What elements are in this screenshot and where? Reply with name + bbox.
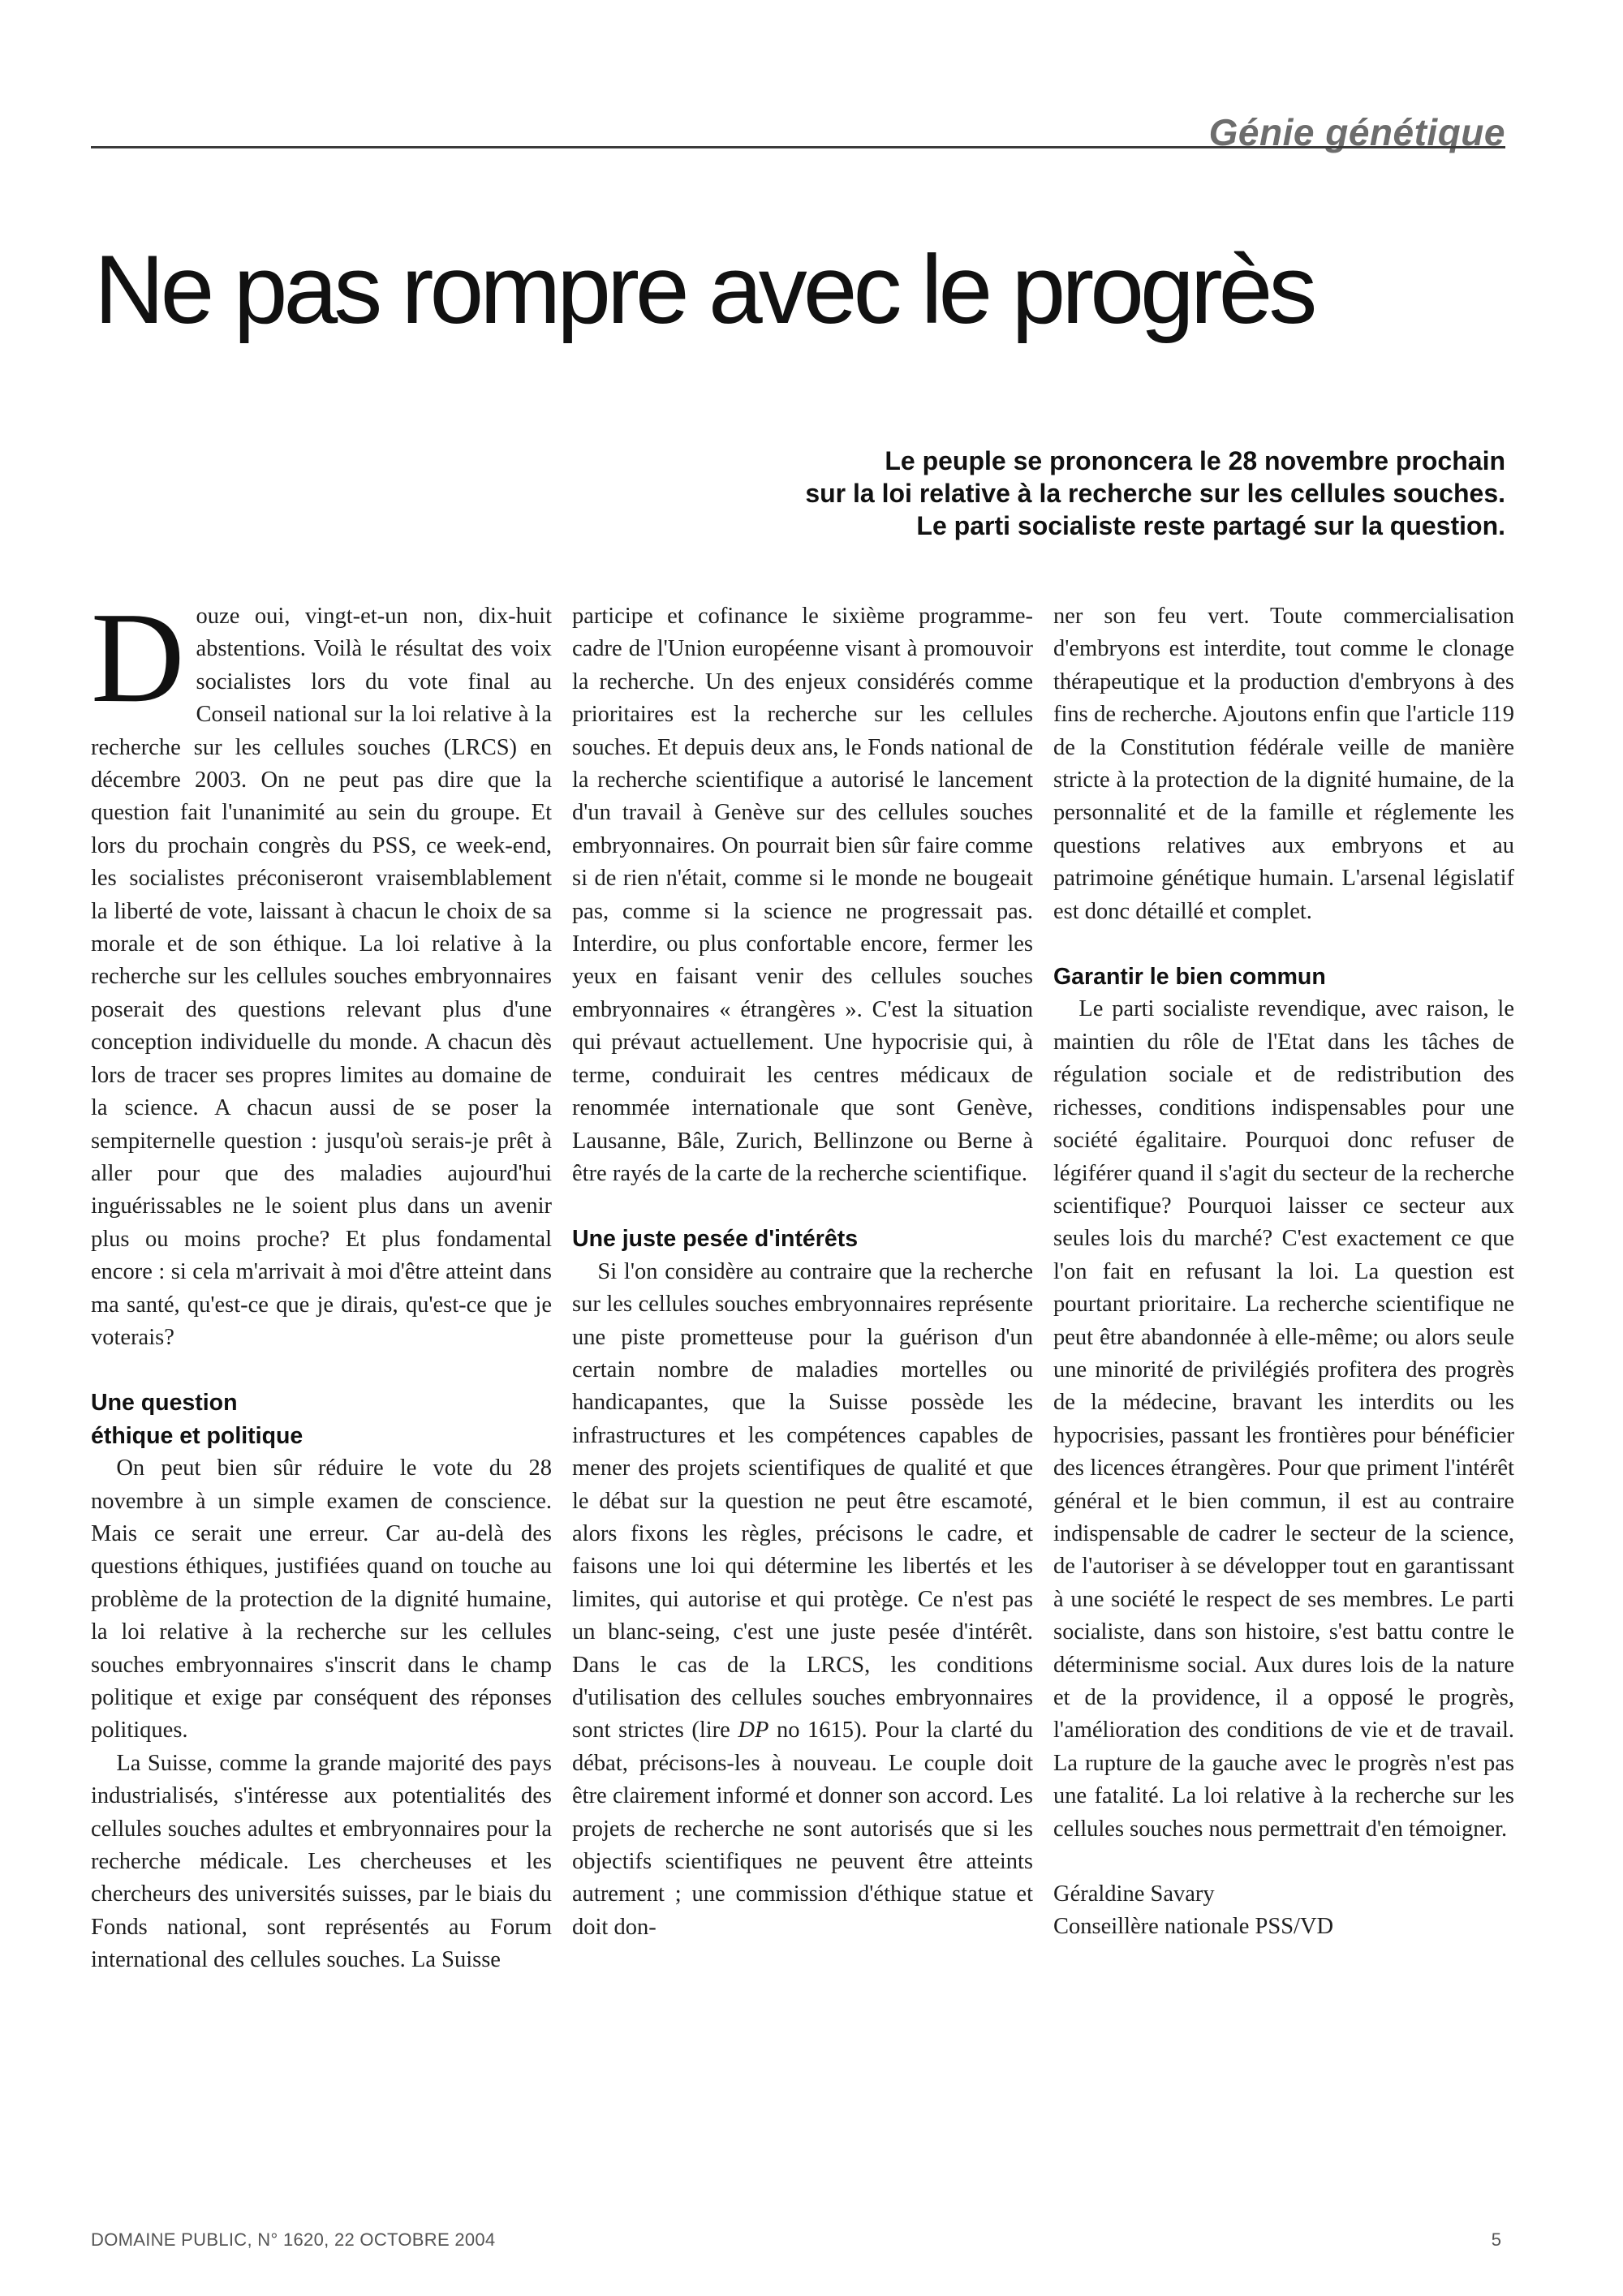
author-signature: [1053, 1878, 1514, 1944]
header-rule: [91, 146, 1505, 148]
body-text: no 1615). Pour la clarté du débat, précisons-les à nouveau. Le couple doit être clairement informé et donner son accord. Les projets de recherche ne sont autorisés que si les objectifs scientifiques ne peuvent être atteints autrement ; une commission d'éthique statue et doit don-: [572, 1718, 1033, 1940]
author-role: Conseillère nationale PSS/VD: [1053, 1914, 1334, 1940]
subheading-interests: Une juste pesée d'intérêts: [572, 1226, 859, 1253]
body-paragraph: Le parti socialiste revendique, avec raison, le maintien du rôle de l'Etat dans les tâches de régulation sociale et de redistribution des richesses, conditions indispensables pour une société égalitaire. Pourquoi donc refuser de légiférer quand il s'agit du secteur de la recherche scientifique? Pourquoi laisser ce secteur aux seules lois du marché? C'est exactement ce que l'on fait en refusant la loi. La question est pourtant prioritaire. La recherche scientifique ne peut être abandonnée à elle-même; ou alors seule une minorité de privilégiés profitera des progrès de la médecine, bravant les interdits ou les hypocrisies, passant les frontières pour bénéficier des licences étrangères. Pour que priment l'intérêt général et le bien commun, il est au contraire indispensable de cadrer le secteur de la science, de l'autoriser à se développer tout en garantissant à une société le respect de ses membres. Le parti socialiste, dans son histoire, s'est battu contre le déterminisme social. Aux dures lois de la nature et de la providence, il a opposé le progrès, l'amélioration des conditions de vie et de travail. La rupture de la gauche avec le progrès n'est pas une fatalité. La loi relative à la recherche sur les cellules souches nous permettrait d'en témoigner.: [1053, 996, 1514, 1842]
page-number: 5: [1491, 2229, 1501, 2250]
body-paragraph-continued: participe et cofinance le sixième programme-cadre de l'Union européenne visant à promouvoir la recherche. Un des enjeux considérés comme prioritaires est la recherche sur les cellules souches. Et depuis deux ans, le Fonds national de la recherche scientifique a autorisé le lancement d'un travail à Genève sur des cellules souches embryonnaires. On pourrait bien sûr faire comme si de rien n'était, comme si le monde ne bougeait pas, comme si la science ne progressait pas. Interdire, ou plus confortable encore, fermer les yeux en faisant venir des cellules souches embryonnaires « étrangères ». C'est la situation qui prévaut actuellement. Une hypocrisie qui, à terme, conduirait les centres médicaux de renommée internationale que sont Genève, Lausanne, Bâle, Zurich, Bellinzone ou Berne à être rayés de la carte de la recherche scientifique.: [572, 604, 1033, 1186]
article-lead: [450, 445, 1505, 542]
lead-line: Le peuple se prononcera le 28 novembre prochain: [885, 446, 1505, 475]
lead-line: Le parti socialiste reste partagé sur la question.: [916, 511, 1505, 540]
intro-text: ouze oui, vingt-et-un non, dix-huit abstentions. Voilà le résultat des voix socialistes lors du vote final au Conseil national sur la loi relative à la recherche sur les cellules souches (LRCS) en décembre 2003. On ne peut pas dire que la question fait l'unanimité au sein du groupe. Et lors du prochain congrès du PSS, ce week-end, les socialistes préconiseront vraisemblablement la liberté de vote, laissant à chacun le choix de sa morale et de son éthique. La loi relative à la recherche sur les cellules souches embryonnaires poserait des questions relevant plus d'une conception individuelle du monde. A chacun dès lors de tracer ses propres limites au domaine de la science. A chacun aussi de se poser la sempiternelle question : jusqu'où serais-je prêt à aller pour que des maladies aujourd'hui inguérissables ne le soient plus dans un avenir plus ou moins proche? Et plus fondamental encore : si cela m'arrivait à moi d'être atteint dans ma santé, qu'est-ce que je dirais, qu'est-ce que je voterais?: [91, 604, 552, 1350]
drop-cap: D: [91, 585, 185, 729]
subheading-ethics: [91, 1387, 552, 1452]
body-paragraph-continued: ner son feu vert. Toute commercialisation d'embryons est interdite, tout comme le clonage thérapeutique et la production d'embryons à des fins de recherche. Ajoutons enfin que l'article 119 de la Constitution fédérale veille de manière stricte à la protection de la dignité humaine, de la personnalité et de la famille et réglemente les questions relatives aux embryons et au patrimoine génétique humain. L'arsenal législatif est donc détaillé et complet.: [1053, 604, 1514, 924]
column-1: [91, 585, 552, 1977]
subheading-line: éthique et politique: [91, 1422, 304, 1449]
subheading-common-good: Garantir le bien commun: [1053, 964, 1326, 991]
footer-publication: DOMAINE PUBLIC, N° 1620, 22 OCTOBRE 2004: [91, 2229, 496, 2250]
body-paragraph: La Suisse, comme la grande majorité des pays industrialisés, s'intéresse aux potentialités des cellules souches adultes et embryonnaires pour la recherche médicale. Les chercheuses et les chercheurs des universités suisses, par le biais du Fonds national, sont représentés au Forum international des cellules souches. La Suisse: [91, 1750, 552, 1973]
lead-line: sur la loi relative à la recherche sur les cellules souches.: [805, 479, 1505, 508]
body-paragraph: On peut bien sûr réduire le vote du 28 novembre à un simple examen de conscience. Mais ce serait une erreur. Car au-delà des questions éthiques, justifiées quand on touche au problème de la protection de la dignité humaine, la loi relative à la recherche sur les cellules souches embryonnaires s'inscrit dans le champ politique et exige par conséquent des réponses politiques.: [91, 1455, 552, 1743]
article-title: Ne pas rompre avec le progrès: [94, 235, 1314, 344]
intro-paragraph: [91, 585, 552, 1354]
subheading-line: Une question: [91, 1390, 238, 1417]
body-text: Si l'on considère au contraire que la recherche sur les cellules souches embryonnaires représente une piste prometteuse pour la guérison d'un certain nombre de maladies mortelles ou handicapantes, que la Suisse possède les infrastructures et les compétences capables de mener des projets scientifiques de qualité et que le débat sur la question ne peut être escamoté, alors fixons les règles, précisons le cadre, et faisons une loi qui détermine les libertés et les limites, qui autorise et qui protège. Ce n'est pas un blanc-seing, c'est une juste pesée d'intérêt. Dans le cas de la LRCS, les conditions d'utilisation des cellules souches embryonnaires sont strictes (lire: [572, 1258, 1033, 1743]
section-label: Génie génétique: [1208, 111, 1505, 153]
column-2: [572, 600, 1033, 1944]
body-paragraph: [572, 1256, 1033, 1945]
author-name: Géraldine Savary: [1053, 1881, 1215, 1907]
column-3: [1053, 600, 1514, 1944]
publication-abbrev: DP: [738, 1718, 769, 1743]
